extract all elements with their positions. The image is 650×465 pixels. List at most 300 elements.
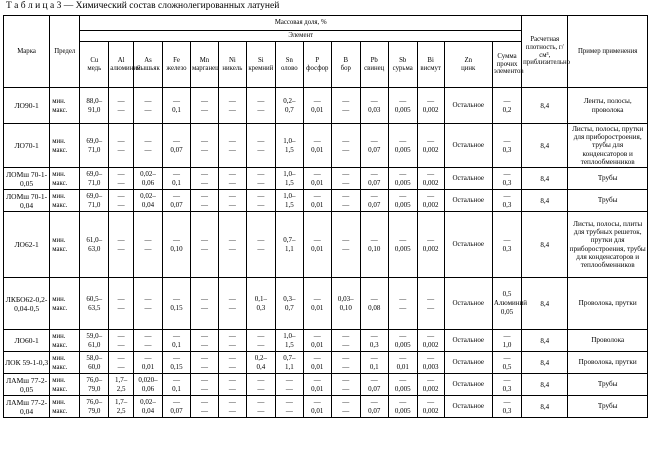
value-min: — (173, 169, 180, 178)
value-max: — (342, 384, 350, 393)
value-min: — (427, 191, 435, 200)
value-max: 0,1 (172, 384, 181, 393)
value-max: 0,3 (502, 384, 512, 393)
application-cell: Проволока (568, 330, 648, 352)
value-max: 0,01 (396, 362, 409, 371)
limit-max: макс. (52, 304, 68, 312)
value-min: — (144, 294, 152, 303)
density-cell: 8,4 (522, 278, 568, 330)
value-max: Алюминий 0,05 (493, 299, 528, 316)
value-min: — (200, 235, 208, 244)
value-max: — (228, 340, 236, 349)
value-cell (163, 396, 191, 418)
element-symbol: Fe (173, 56, 180, 64)
value-cell (190, 168, 218, 190)
value-max: 0,01 (311, 178, 324, 187)
header-grade: Марка (4, 16, 50, 88)
value-min: 0,7– (283, 353, 296, 362)
element-name: кремний (248, 64, 274, 72)
limit-min: мин. (52, 398, 66, 406)
limit-min: мин. (52, 97, 66, 105)
limit-min: мин. (52, 332, 66, 340)
value-max: 0,07 (170, 145, 183, 154)
value-max: — (228, 200, 236, 209)
value-max: — (228, 105, 236, 114)
value-max: 63,5 (88, 303, 101, 312)
value-min: — (399, 169, 407, 178)
element-name: марганец (191, 64, 219, 72)
limit-min: мин. (52, 295, 66, 303)
value-max: 0,07 (368, 200, 381, 209)
header-element-ni (218, 42, 246, 88)
value-cell (303, 124, 331, 168)
value-min: 0,2– (283, 96, 296, 105)
limit-cell (50, 88, 80, 124)
value-min: — (503, 375, 511, 384)
value-min: — (228, 397, 236, 406)
value-min: — (144, 331, 152, 340)
table-row (4, 124, 648, 168)
value-cell (388, 168, 417, 190)
value-cell (109, 124, 134, 168)
value-min: — (503, 136, 511, 145)
value-max: 0,01 (311, 200, 324, 209)
value-max: — (427, 303, 435, 312)
value-min: — (399, 353, 407, 362)
value-cell (190, 190, 218, 212)
value-max: — (228, 145, 236, 154)
value-min: — (503, 397, 511, 406)
value-cell (303, 352, 331, 374)
value-cell (134, 88, 163, 124)
value-min: — (257, 375, 265, 384)
application-cell: Листы, полосы, плиты для трубных решеток, прутки для приборостроения, трубы для конденсаторов и теплообменников (568, 212, 648, 278)
density-cell: 8,4 (522, 352, 568, 374)
element-name: железо (166, 64, 187, 72)
value-min: — (200, 375, 208, 384)
value-max: — (117, 145, 125, 154)
application-cell: Трубы (568, 374, 648, 396)
value-min: — (399, 96, 407, 105)
table-row (4, 330, 648, 352)
value-min: — (200, 331, 208, 340)
value-min: — (173, 191, 180, 200)
value-max: 0,002 (422, 178, 439, 187)
value-cell (417, 374, 444, 396)
value-min: — (370, 96, 378, 105)
value-cell (246, 352, 275, 374)
limit-cell (50, 374, 80, 396)
value-min: — (200, 136, 208, 145)
value-min: — (370, 331, 378, 340)
value-max: 0,01 (311, 105, 324, 114)
value-max: — (228, 406, 236, 415)
value-min: 1,0– (283, 331, 296, 340)
value-min: — (117, 169, 125, 178)
value-min: — (503, 235, 511, 244)
value-min: — (117, 136, 125, 145)
limit-min: мин. (52, 137, 66, 145)
value-min: — (313, 191, 321, 200)
header-mass-fraction: Массовая доля, % (80, 16, 522, 31)
value-min: 69,0– (86, 169, 103, 178)
value-max: 0,002 (422, 384, 439, 393)
value-max: 1,1 (284, 244, 294, 253)
value-max: 61,0 (88, 340, 101, 349)
grade-cell: ЛО60-1 (4, 330, 50, 352)
value-min: — (342, 235, 350, 244)
value-cell (444, 374, 492, 396)
value-cell (109, 278, 134, 330)
limit-max: макс. (52, 146, 68, 154)
application-cell: Трубы (568, 168, 648, 190)
value-cell (492, 124, 521, 168)
value-min: — (342, 375, 350, 384)
value-max: 0,03 (368, 105, 381, 114)
value-min: — (228, 353, 236, 362)
value-max: 0,3 (256, 303, 266, 312)
value-max: 0,005 (394, 105, 411, 114)
value-max: 0,002 (422, 200, 439, 209)
limit-max: макс. (52, 385, 68, 393)
value-cell (134, 190, 163, 212)
value-cell (246, 124, 275, 168)
value-max: — (257, 384, 265, 393)
value-min: — (200, 353, 208, 362)
value-min: Остальное (452, 240, 485, 248)
header-application: Пример применения (568, 16, 648, 88)
element-symbol: Cu (90, 56, 99, 64)
value-cell (275, 278, 303, 330)
application-cell: Трубы (568, 396, 648, 418)
limit-min: мин. (52, 192, 66, 200)
value-cell (109, 168, 134, 190)
value-cell (331, 278, 360, 330)
composition-table (3, 15, 648, 418)
value-cell (218, 330, 246, 352)
value-max: 71,0 (88, 200, 101, 209)
element-name: цинк (461, 64, 476, 72)
element-symbol: P (315, 56, 320, 64)
value-min: — (228, 294, 236, 303)
value-min: — (313, 353, 321, 362)
value-max: 0,07 (368, 178, 381, 187)
value-cell (417, 212, 444, 278)
value-min: — (427, 169, 435, 178)
value-cell (331, 190, 360, 212)
value-max: 0,01 (311, 362, 324, 371)
element-name: медь (87, 64, 102, 72)
value-max: — (342, 178, 350, 187)
value-max: — (200, 340, 208, 349)
value-min: 69,0– (86, 136, 103, 145)
limit-cell (50, 330, 80, 352)
value-max: — (200, 105, 208, 114)
value-cell (388, 88, 417, 124)
value-min: 1,7– (115, 375, 128, 384)
value-cell (492, 212, 521, 278)
value-max: 63,0 (88, 244, 101, 253)
table-row (4, 212, 648, 278)
value-min: — (342, 136, 350, 145)
value-min: — (399, 331, 407, 340)
element-symbol: Al (117, 56, 125, 64)
value-min: 76,0– (86, 397, 103, 406)
value-cell (163, 124, 191, 168)
grade-cell: ЛАМш 77-2-0,05 (4, 374, 50, 396)
value-min: — (370, 235, 378, 244)
value-max: — (117, 362, 125, 371)
value-min: — (144, 235, 152, 244)
value-cell (331, 330, 360, 352)
value-cell (360, 278, 388, 330)
value-min: — (427, 136, 435, 145)
value-cell (444, 88, 492, 124)
value-max: 0,01 (311, 244, 324, 253)
value-max: 0,002 (422, 145, 439, 154)
value-cell (80, 212, 109, 278)
value-min: — (257, 169, 265, 178)
value-cell (134, 330, 163, 352)
value-max: — (228, 362, 236, 371)
value-min: — (370, 191, 378, 200)
value-cell (190, 374, 218, 396)
value-cell (417, 168, 444, 190)
grade-cell: ЛО70-1 (4, 124, 50, 168)
value-min: — (117, 191, 125, 200)
value-min: — (117, 331, 125, 340)
value-cell (303, 278, 331, 330)
value-max: 0,002 (422, 340, 439, 349)
value-cell (109, 190, 134, 212)
value-min: — (228, 375, 236, 384)
element-name: бор (340, 64, 351, 72)
value-min: 0,02– (140, 191, 156, 200)
value-cell (444, 330, 492, 352)
value-min: 60,5– (86, 294, 103, 303)
limit-max: макс. (52, 363, 68, 371)
header-element-as (134, 42, 163, 88)
value-min: — (370, 353, 378, 362)
header-element-bi (417, 42, 444, 88)
value-cell (388, 124, 417, 168)
value-max: 0,005 (394, 178, 411, 187)
limit-max: макс. (52, 407, 68, 415)
value-cell (134, 124, 163, 168)
value-cell (218, 88, 246, 124)
value-max: — (144, 105, 152, 114)
value-min: — (173, 96, 180, 105)
value-max: 0,3 (502, 244, 512, 253)
value-max: — (144, 340, 152, 349)
value-min: 61,0– (86, 235, 103, 244)
value-cell (246, 278, 275, 330)
value-max: 0,15 (170, 303, 183, 312)
value-min: Остальное (452, 402, 485, 410)
value-min: — (285, 397, 293, 406)
value-min: — (427, 353, 435, 362)
value-min: — (117, 294, 125, 303)
value-max: — (200, 303, 208, 312)
element-symbol: As (144, 56, 152, 64)
value-cell (275, 396, 303, 418)
value-max: 0,005 (394, 145, 411, 154)
value-min: — (342, 331, 350, 340)
value-max: — (144, 145, 152, 154)
value-cell (134, 374, 163, 396)
limit-max: макс. (52, 245, 68, 253)
value-max: — (342, 340, 350, 349)
value-min: — (370, 375, 378, 384)
value-max: — (117, 200, 125, 209)
limit-min: мин. (52, 236, 66, 244)
value-cell (388, 352, 417, 374)
table-row (4, 88, 648, 124)
value-cell (80, 124, 109, 168)
value-min: — (399, 397, 407, 406)
value-max: — (257, 105, 265, 114)
value-min: Остальное (452, 141, 485, 149)
value-max: — (342, 406, 350, 415)
value-cell (109, 352, 134, 374)
value-cell (331, 168, 360, 190)
element-symbol: Sn (285, 56, 293, 64)
value-min: Остальное (452, 299, 485, 307)
value-min: 0,02– (140, 169, 156, 178)
value-cell (275, 88, 303, 124)
value-cell (417, 88, 444, 124)
limit-max: макс. (52, 106, 68, 114)
value-max: — (228, 303, 236, 312)
element-name: фосфор (306, 64, 329, 72)
value-cell (134, 278, 163, 330)
value-min: — (144, 96, 152, 105)
application-cell: Ленты, полосы, проволока (568, 88, 648, 124)
value-cell (190, 124, 218, 168)
value-cell (246, 168, 275, 190)
value-cell (360, 396, 388, 418)
value-min: 0,03– (337, 294, 354, 303)
grade-cell: ЛО62-1 (4, 212, 50, 278)
limit-cell (50, 352, 80, 374)
value-min: — (173, 353, 180, 362)
value-min: — (228, 235, 236, 244)
value-min: — (200, 294, 208, 303)
value-min: — (503, 191, 511, 200)
value-max: 1,5 (284, 178, 294, 187)
value-min: 76,0– (86, 375, 103, 384)
value-cell (360, 212, 388, 278)
value-max: 0,005 (394, 200, 411, 209)
value-max: 0,10 (339, 303, 352, 312)
value-max: — (200, 200, 208, 209)
grade-cell: ЛОК 59-1-0,3 (4, 352, 50, 374)
value-max: 0,005 (394, 406, 411, 415)
value-max: 0,07 (368, 145, 381, 154)
value-max: 71,0 (88, 178, 101, 187)
value-min: — (117, 235, 125, 244)
table-row (4, 374, 648, 396)
value-max: — (342, 244, 350, 253)
value-cell (360, 124, 388, 168)
value-cell (109, 374, 134, 396)
value-max: — (257, 200, 265, 209)
value-cell (190, 88, 218, 124)
header-element-sb (388, 42, 417, 88)
value-cell (492, 330, 521, 352)
value-cell (492, 190, 521, 212)
value-cell (218, 212, 246, 278)
value-min: — (399, 136, 407, 145)
value-cell (163, 374, 191, 396)
value-min: — (503, 353, 511, 362)
value-min: — (313, 331, 321, 340)
value-min: — (370, 169, 378, 178)
grade-cell: ЛОМш 70-1-0,04 (4, 190, 50, 212)
value-cell (134, 168, 163, 190)
value-cell (218, 124, 246, 168)
value-cell (109, 88, 134, 124)
value-max: 0,07 (170, 406, 183, 415)
value-min: — (257, 96, 265, 105)
value-cell (492, 396, 521, 418)
element-symbol: Ni (228, 56, 236, 64)
value-cell (80, 278, 109, 330)
value-min: — (173, 375, 180, 384)
value-min: — (144, 353, 152, 362)
limit-max: макс. (52, 201, 68, 209)
limit-max: макс. (52, 341, 68, 349)
value-cell (303, 330, 331, 352)
limit-min: мин. (52, 376, 66, 384)
element-name: никель (222, 64, 243, 72)
value-min: — (228, 96, 236, 105)
value-min: — (427, 375, 435, 384)
value-min: — (313, 136, 321, 145)
value-max: 0,04 (141, 406, 155, 415)
value-min: — (173, 235, 180, 244)
value-cell (163, 88, 191, 124)
value-max: — (342, 145, 350, 154)
value-cell (190, 330, 218, 352)
value-max: — (228, 384, 236, 393)
value-max: — (257, 244, 265, 253)
value-cell (275, 212, 303, 278)
value-cell (444, 124, 492, 168)
value-cell (360, 168, 388, 190)
value-max: — (144, 244, 152, 253)
value-cell (163, 212, 191, 278)
value-cell (360, 88, 388, 124)
value-min: 0,02– (140, 397, 156, 406)
value-max: 0,002 (422, 105, 439, 114)
value-min: Остальное (452, 174, 485, 182)
value-max: 0,07 (368, 406, 381, 415)
table-row (4, 396, 648, 418)
limit-cell (50, 278, 80, 330)
application-cell: Листы, полосы, прутки для приборостроения, трубы для конденсаторов и теплообменников (568, 124, 648, 168)
limit-cell (50, 212, 80, 278)
value-cell (331, 396, 360, 418)
value-max: 0,3 (502, 406, 512, 415)
value-max: — (285, 406, 293, 415)
value-min: — (257, 331, 265, 340)
value-min: 1,0– (283, 191, 296, 200)
value-max: 0,3 (502, 145, 512, 154)
value-min: — (257, 136, 265, 145)
value-cell (80, 352, 109, 374)
table-row (4, 352, 648, 374)
